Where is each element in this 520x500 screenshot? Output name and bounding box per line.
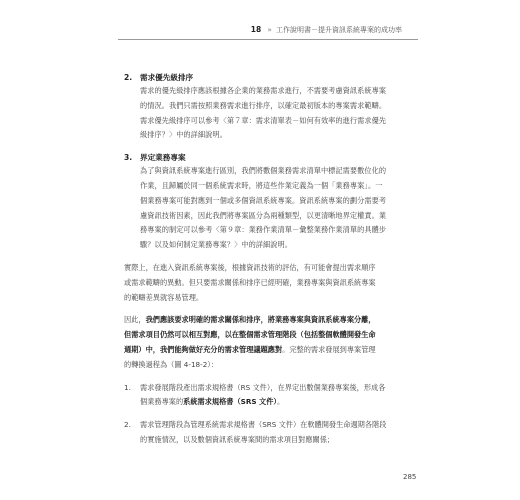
header-rule xyxy=(118,39,418,40)
page-number: 285 xyxy=(403,473,417,481)
para-line: 或需求範疇的異動。但只要需求關係和排序已經明確，業務專案與資訊系統專案 xyxy=(124,277,376,287)
running-header xyxy=(251,25,402,35)
header-separator: » xyxy=(267,26,272,34)
body-line: 為了與資訊系統專案進行區別，我們將數個業務需求清單中標記需要數位化的 xyxy=(140,166,387,176)
bold-text: 但需求項目仍然可以相互對應，以在整個需求管理階段（包括整個軟體開發生命 xyxy=(124,330,376,340)
plain-text: 。 xyxy=(277,397,285,407)
body-line: 需求優先級排序可以參考〈第７章：需求清單表－如何有效率的進行需求優先 xyxy=(140,115,387,125)
plain-text: 。完整的需求發展到專案管理 xyxy=(282,344,376,354)
paragraph-conclusion xyxy=(124,313,416,372)
chapter-title: 工作說明書－提升資訊系統專案的成功率 xyxy=(276,26,402,34)
list-line: 的實施情況，以及數個資訊系統專案間的需求項目對應關係； xyxy=(140,434,335,444)
list-number: 2. xyxy=(124,420,131,430)
section-body xyxy=(124,164,416,253)
body-line: 個業務專案可能對應到一個或多個資訊系統專案。資訊系統專案的劃分需要考 xyxy=(140,195,387,205)
para-line xyxy=(124,328,416,343)
plain-text: 個業務專案的 xyxy=(140,397,184,407)
section-title: 界定業務專案 xyxy=(140,153,186,163)
para-line xyxy=(124,313,416,328)
body-line: 慮資訊技術因素，因此我們將專案區分為兩種類型，以更清晰地界定權責。業 xyxy=(140,210,387,220)
section-number: 2. xyxy=(124,73,133,82)
body-line: 作業，且歸屬於同一個系統需求時，將這些作業定義為一個「業務專案」。一 xyxy=(140,180,383,190)
section-body xyxy=(124,84,416,143)
section-priority xyxy=(124,72,416,143)
list-item xyxy=(124,418,416,448)
para-line: 的轉換過程為（圖 4-18-2）： xyxy=(124,359,219,369)
body-line: 的情況。我們只需按照業務需求進行排序，以確定最初版本的專案需求範疇。 xyxy=(140,100,387,110)
paragraph-scope xyxy=(124,261,416,305)
list-number: 1. xyxy=(124,382,131,392)
chapter-number: 18 xyxy=(250,25,262,34)
body-line: 務專案的制定可以參考〈第９章：業務作業清單－彙整業務作業清單的具體步 xyxy=(140,225,387,235)
page-content xyxy=(124,72,416,448)
section-business-project xyxy=(124,152,416,253)
list-item xyxy=(124,381,416,411)
para-line xyxy=(124,343,416,358)
section-title: 需求優先級排序 xyxy=(140,73,194,82)
numbered-list xyxy=(124,381,416,448)
bold-text: 系統需求規格書（SRS 文件） xyxy=(183,397,277,407)
bold-text: 我們應該要求明確的需求關係和排序，將業務專案與資訊系統專案分離， xyxy=(145,315,376,325)
para-line: 實際上，在進入資訊系統專案後，根據資訊技術的評估，有可能會提出需求順序 xyxy=(124,262,376,272)
body-line: 驟？以及如何制定業務專案？〉中的詳細說明。 xyxy=(140,240,292,250)
list-line: 需求管理階段為管理系統需求規格書（SRS 文件）在軟體開發生命週期各階段 xyxy=(140,420,387,430)
body-line: 級排序？〉中的詳細說明。 xyxy=(140,130,227,140)
bold-text: 週期）中，我們能夠做好充分的需求管理議題應對 xyxy=(124,344,283,354)
para-line: 的範疇差異就容易管理。 xyxy=(124,292,204,302)
plain-text: 因此， xyxy=(124,315,146,325)
section-heading xyxy=(124,152,416,164)
section-number: 3. xyxy=(124,153,133,163)
list-line: 需求發展階段產出需求規格書（RS 文件），在界定出數個業務專案後，形成各 xyxy=(140,382,386,392)
section-heading xyxy=(124,72,416,84)
body-line: 需求的優先級排序應該根據各企業的業務需求進行，不需要考慮資訊系統專案 xyxy=(140,86,387,95)
list-line xyxy=(140,395,385,410)
